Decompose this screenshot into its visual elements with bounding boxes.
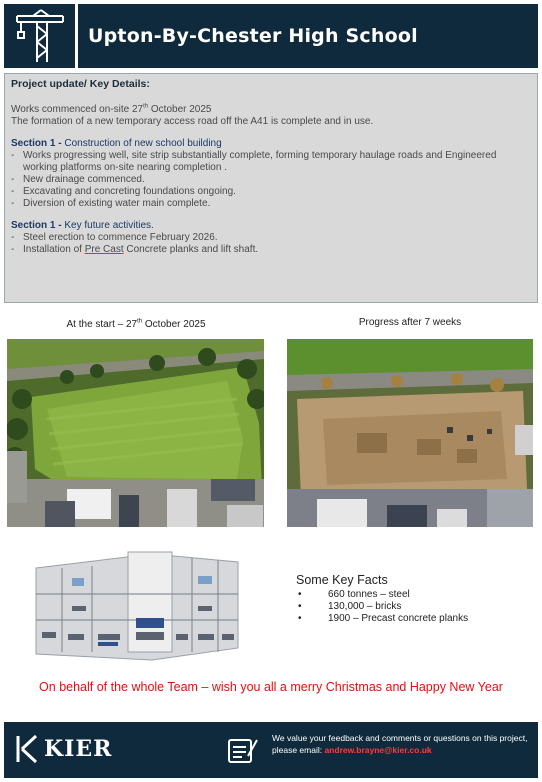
kier-chevron-icon [14,734,40,764]
intro-line-2: The formation of a new temporary access road off the A41 is complete and in use. [11,116,374,127]
section-2-text: Key future activities. [61,220,154,231]
intro-sup: th [143,103,149,110]
section-2-title [11,220,531,232]
key-facts-list [296,589,468,625]
list-item [11,244,531,256]
list-item: - Excavating and concreting foundations ongoing. [11,186,531,198]
building-cutaway-illustration [32,548,240,664]
key-facts-title: Some Key Facts [296,573,388,587]
contact-email-link[interactable]: andrew.brayne@kier.co.uk [324,745,432,755]
update-heading: Project update/ Key Details: [11,78,150,90]
section-1-title [11,138,531,150]
kier-logo [14,734,112,764]
caption-date: October 2025 [142,319,206,330]
intro-text: Works commenced on-site 27 [11,104,144,115]
feedback-message: We value your feedback and comments or questions on this project, please email: [272,733,528,755]
section-construction [11,138,531,210]
section-1-list [11,150,531,210]
project-update-panel [4,73,538,303]
section-1-text: Construction of new school building [61,138,222,149]
list-item: - New drainage commenced. [11,174,531,186]
precast-term: Pre Cast [84,244,124,255]
list-item: • 1900 – Precast concrete planks [296,613,468,625]
section-future [11,220,531,256]
feedback-text [272,732,534,756]
logo-box [4,4,78,68]
section-2-list [11,232,531,256]
footer-banner [4,722,538,778]
feedback-form-icon [226,734,260,771]
section-2-label: Section 1 - [11,220,62,231]
caption-text: At the start – 27 [66,319,138,330]
item-text: Installation of [23,244,85,255]
key-facts [296,573,468,625]
list-item: • 130,000 – bricks [296,601,468,613]
caption-sup: th [137,318,143,325]
section-1-label: Section 1 - [11,138,62,149]
aerial-photo-progress [287,339,533,527]
item-text: Concrete planks and lift shaft. [123,244,259,255]
aerial-photo-start [7,339,264,527]
list-item: - Diversion of existing water main complete. [11,198,531,210]
intro-line-1 [11,104,531,116]
seasonal-greeting: On behalf of the whole Team – wish you all a merry Christmas and Happy New Year [39,680,503,694]
intro-date: October 2025 [148,104,212,115]
list-item: - Works progressing well, site strip substantially complete, forming temporary haulage roads and Engineered working platforms on-site nearing completion . [11,150,531,174]
list-item: - Steel erection to commence February 2026. [11,232,531,244]
list-item: • 660 tonnes – steel [296,589,468,601]
header-banner [4,4,538,68]
brand-name: KIER [44,736,113,762]
caption-start [8,319,264,330]
page-title: Upton-By-Chester High School [88,25,418,47]
caption-progress: Progress after 7 weeks [358,317,462,328]
crane-icon [13,8,67,64]
